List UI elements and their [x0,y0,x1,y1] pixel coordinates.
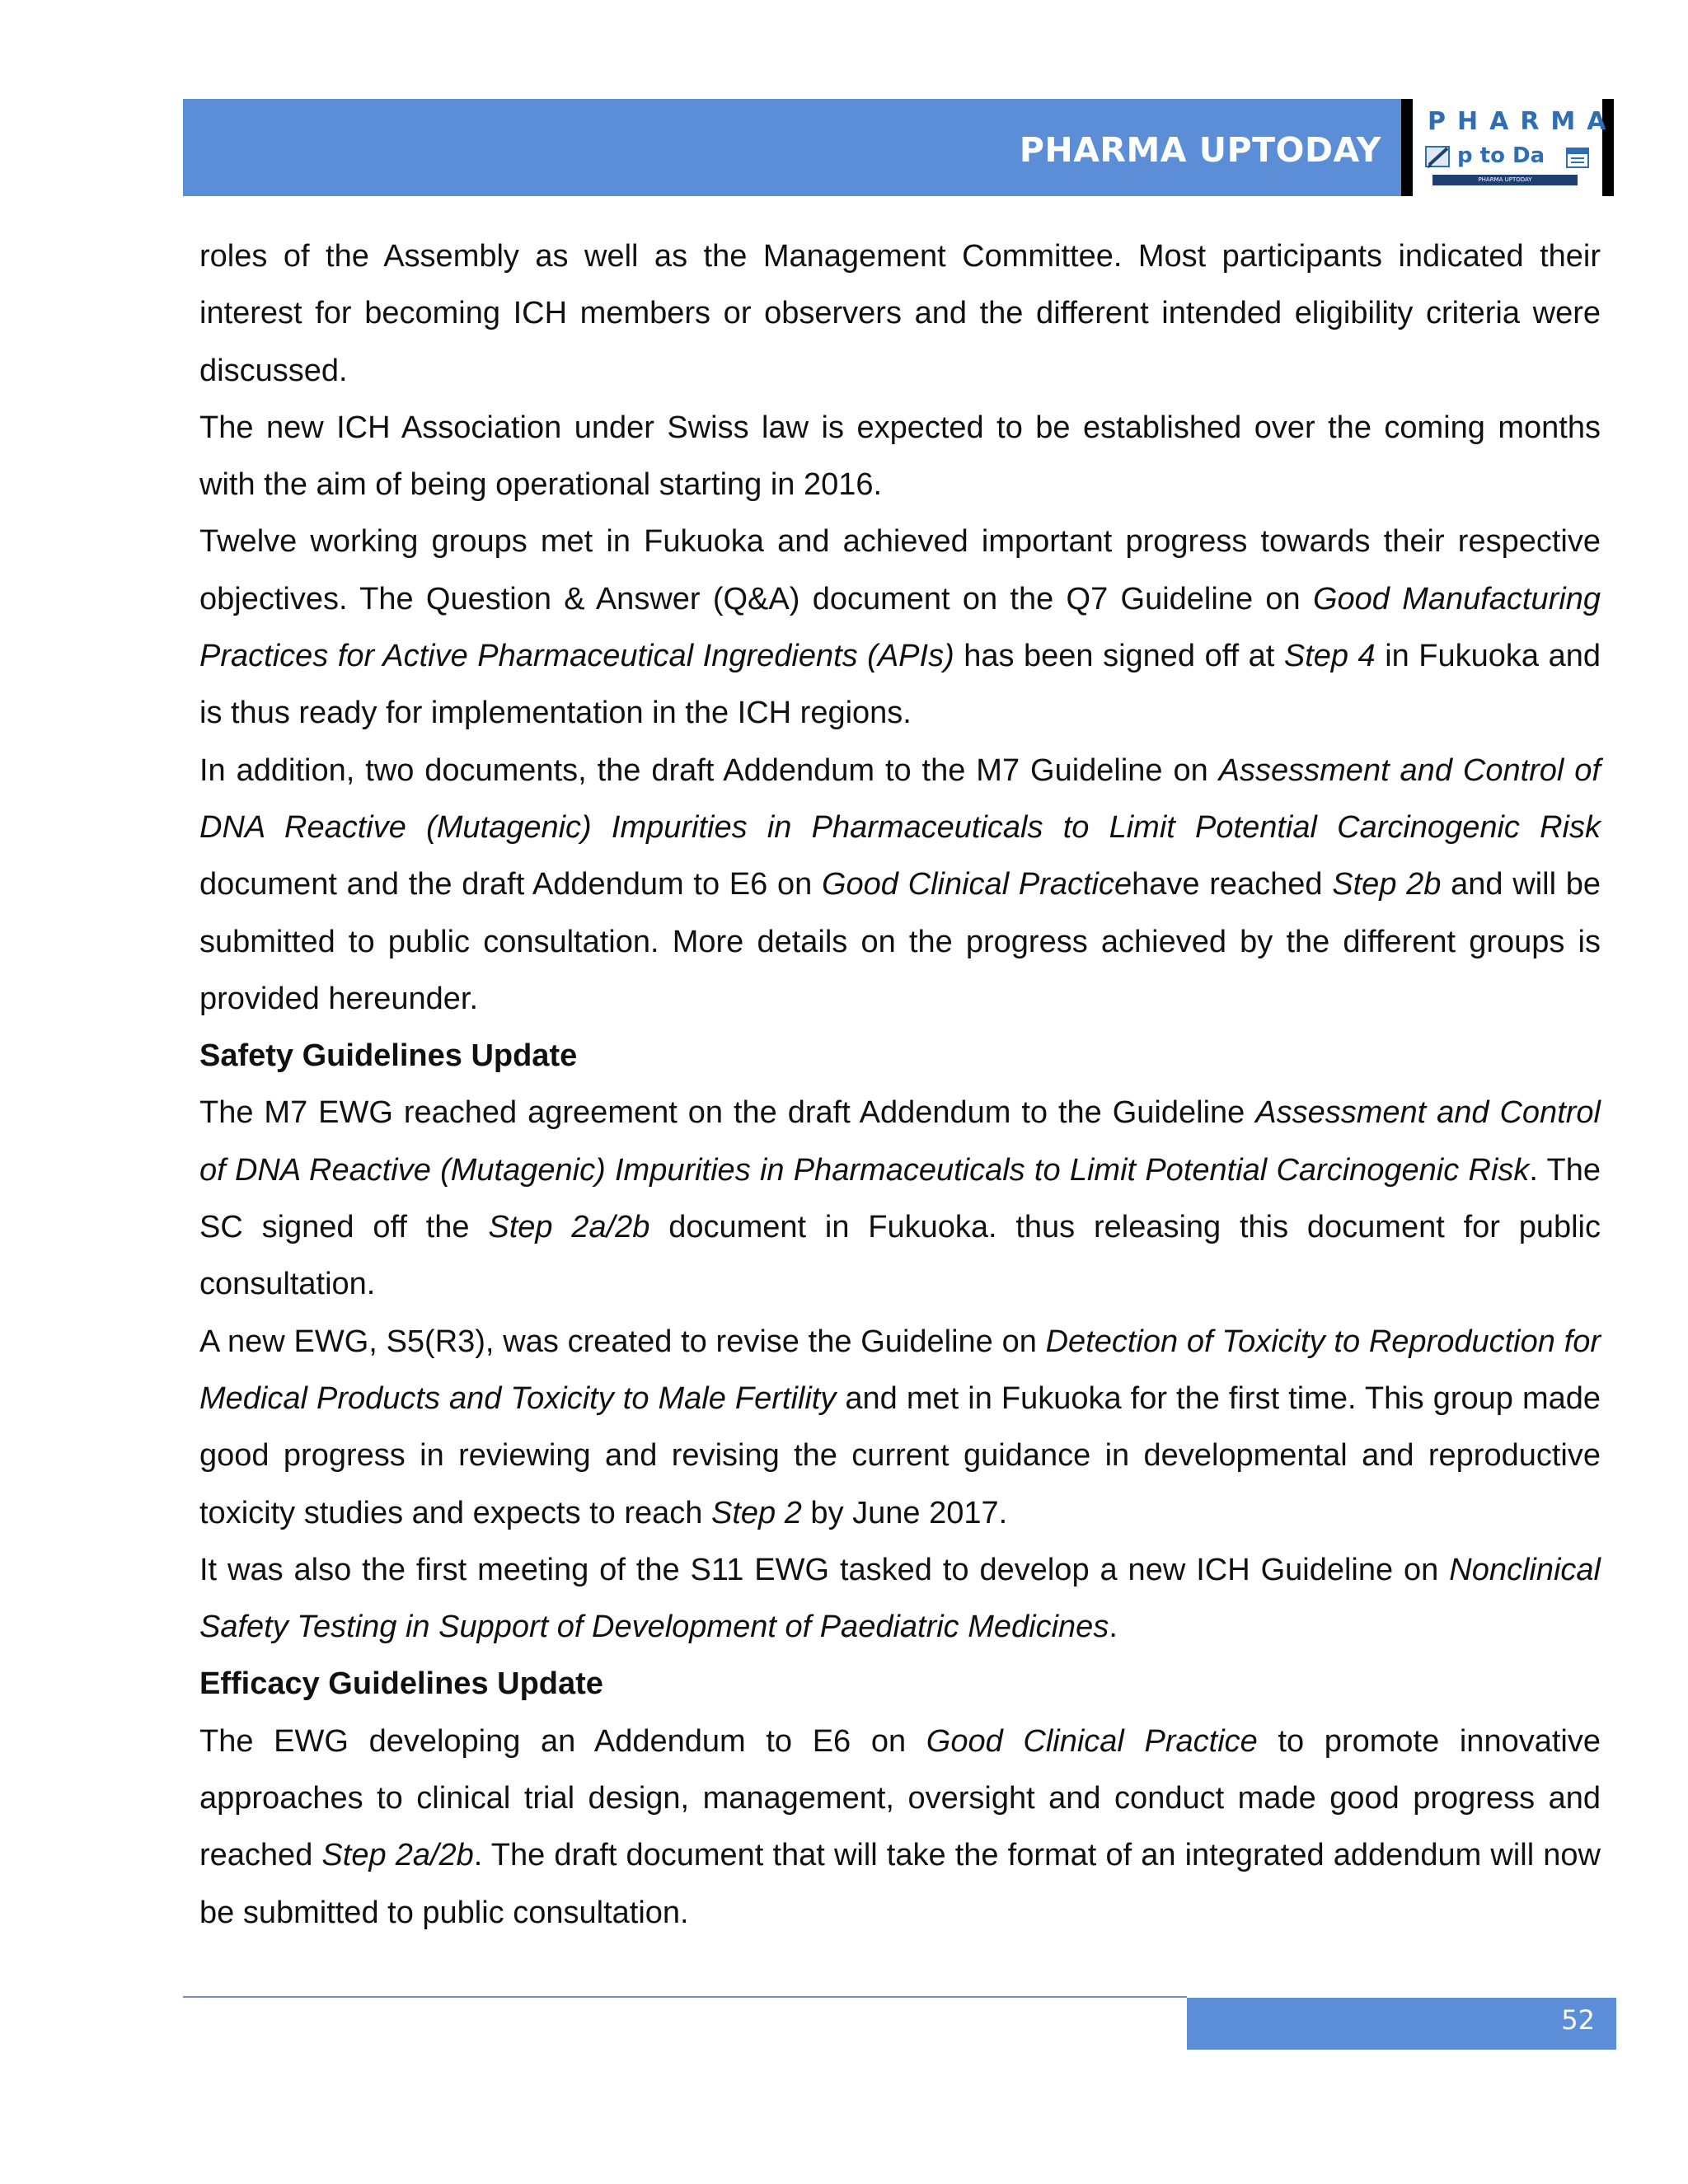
page-number: 52 [1561,2004,1595,2036]
paragraph: The M7 EWG reached agreement on the draft Addendum to the Guideline Assessment and Control of DNA Reactive (Mutagenic) Impurities in Pharmaceuticals to Limit Potential Carcinogenic Risk. The SC signed off the Step 2a/2b document in Fukuoka. thus releasing this document for public consultation. [199,1095,1601,1302]
pen-icon [1424,143,1454,170]
section-heading-safety: Safety Guidelines Update [199,1038,578,1074]
footer-divider [183,1996,1187,1998]
logo-caption: PHARMA UPTODAY [1432,175,1578,185]
paragraph: roles of the Assembly as well as the Management Committee. Most participants indicated their interest for becoming ICH members or observers and the different intended eligibility criteria were discussed. [199,239,1601,388]
paragraph: Twelve working groups met in Fukuoka and achieved important progress towards their respective objectives. The Question & Answer (Q&A) document on the Q7 Guideline on Good Manufacturing Practices for Active Pharmaceutical Ingredients (APIs) has been signed off at Step 4 in Fukuoka and is thus ready for implementation in the ICH regions. [199,524,1601,731]
logo-word: PHARMA [1428,107,1618,136]
header-bar [183,99,1401,196]
logo-sub [1424,143,1589,170]
calendar-icon [1566,145,1589,168]
paragraph: The new ICH Association under Swiss law is expected to be established over the coming months with the aim of being operational starting in 2016. [199,410,1601,503]
paragraph: In addition, two documents, the draft Addendum to the M7 Guideline on Assessment and Control of DNA Reactive (Mutagenic) Impurities in Pharmaceuticals to Limit Potential Carcinogenic Risk document and the draft Addendum to E6 on Good Clinical Practicehave reached Step 2b and will be submitted to public consultation. More details on the progress achieved by the different groups is provided hereunder. [199,752,1601,1016]
document-body [199,228,1601,1942]
paragraph: It was also the first meeting of the S11 EWG tasked to develop a new ICH Guideline on Nonclinical Safety Testing in Support of Development of Paediatric Medicines. [199,1552,1601,1645]
pharma-logo [1401,99,1618,196]
header-title: PHARMA UPTODAY [1019,130,1381,170]
section-heading-efficacy: Efficacy Guidelines Update [199,1666,603,1702]
footer-page-box [1187,1998,1616,2050]
logo-sub-text: p to Da [1457,143,1545,168]
paragraph: A new EWG, S5(R3), was created to revise the Guideline on Detection of Toxicity to Reproduction for Medical Products and Toxicity to Male Fertility and met in Fukuoka for the first time. This group made good progress in reviewing and revising the current guidance in developmental and reproductive toxicity studies and expects to reach Step 2 by June 2017. [199,1324,1601,1530]
paragraph: The EWG developing an Addendum to E6 on Good Clinical Practice to promote innovative approaches to clinical trial design, management, oversight and conduct made good progress and reached Step 2a/2b. The draft document that will take the format of an integrated addendum will now be submitted to public consultation. [199,1723,1601,1930]
